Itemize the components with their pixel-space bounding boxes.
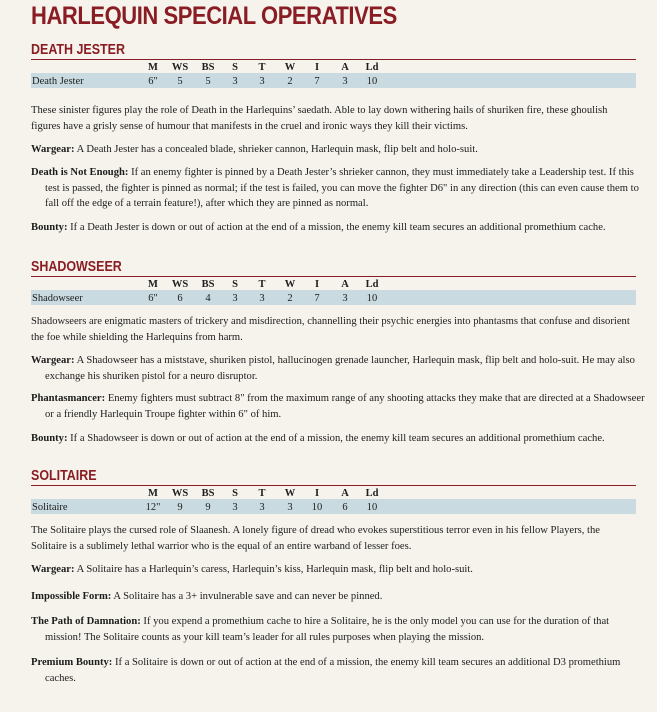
- section-heading: SOLITAIRE: [31, 468, 97, 484]
- rule-paragraph: Bounty: If a Death Jester is down or out of action at the end of a mission, the enemy kill team secures an additional promethium cache.: [31, 222, 606, 233]
- fighter-name: Solitaire: [32, 502, 68, 513]
- stat-header-i: I: [314, 279, 320, 290]
- section-solitaire: [31, 468, 636, 516]
- rule-label: Wargear:: [31, 564, 75, 575]
- stat-value-ws: 6: [177, 293, 183, 304]
- stat-value-w: 2: [287, 76, 293, 87]
- stat-value-a: 3: [342, 293, 348, 304]
- stat-header-m: M: [148, 62, 158, 73]
- stat-value-m: 6": [148, 76, 158, 87]
- rule-label: Wargear:: [31, 355, 75, 366]
- stat-value-t: 3: [259, 293, 265, 304]
- stat-value-i: 7: [314, 76, 320, 87]
- stat-header-m: M: [148, 488, 158, 499]
- stat-value-ld: 10: [366, 76, 378, 87]
- rule-paragraph: Premium Bounty: If a Solitaire is down or out of action at the end of a mission, the enemy kill team secures an additional D3 promethium caches.: [31, 657, 621, 684]
- flavour-text: Shadowseers are enigmatic masters of trickery and misdirection, channelling their psychic energies into phantasms that confuse and disorient the foe while shielding the Harlequins from harm.: [31, 316, 630, 343]
- section-heading: DEATH JESTER: [31, 42, 126, 58]
- stat-header-s: S: [232, 62, 238, 73]
- rule-label: The Path of Damnation:: [31, 616, 141, 627]
- stat-header-a: A: [341, 62, 349, 73]
- stat-value-i: 10: [311, 502, 323, 513]
- section-shadowseer: [31, 259, 636, 307]
- rule-label: Impossible Form:: [31, 591, 112, 602]
- stat-value-t: 3: [259, 502, 265, 513]
- rule-label: Death is Not Enough:: [31, 167, 129, 178]
- stat-row-bar: [31, 290, 636, 305]
- rule-paragraph: Death is Not Enough: If an enemy fighter is pinned by a Death Jester’s shrieker cannon, they must immediately take a Leadership test. If this test is passed, the fighter is pinned as normal; if the test is failed, you can move the fighter D6" in any direction (this can even cause them to fall off the edge of a terrain feature!), after which they are pinned as normal.: [31, 167, 639, 209]
- section-heading: SHADOWSEER: [31, 259, 122, 275]
- stat-header-t: T: [258, 62, 266, 73]
- stat-table: [31, 486, 636, 516]
- stat-value-w: 3: [287, 502, 293, 513]
- stat-value-s: 3: [232, 502, 238, 513]
- stat-value-s: 3: [232, 76, 238, 87]
- stat-value-bs: 9: [205, 502, 211, 513]
- stat-header-ld: Ld: [365, 488, 379, 499]
- page-title: HARLEQUIN SPECIAL OPERATIVES: [31, 2, 397, 30]
- stat-value-m: 12": [145, 502, 161, 513]
- stat-header-ld: Ld: [365, 62, 379, 73]
- stat-header-ws: WS: [171, 488, 189, 499]
- stat-header-ld: Ld: [365, 279, 379, 290]
- rule-label: Bounty:: [31, 433, 68, 444]
- rule-label: Phantasmancer:: [31, 393, 106, 404]
- stat-value-i: 7: [314, 293, 320, 304]
- stat-value-bs: 4: [205, 293, 211, 304]
- stat-value-ws: 9: [177, 502, 183, 513]
- stat-header-ws: WS: [171, 62, 189, 73]
- stat-value-a: 6: [342, 502, 348, 513]
- stat-header-i: I: [314, 488, 320, 499]
- stat-header-a: A: [341, 488, 349, 499]
- rule-paragraph: Wargear: A Shadowseer has a miststave, shuriken pistol, hallucinogen grenade launcher, Harlequin mask, flip belt and holo-suit. He may also exchange his shuriken pistol for a neuro disruptor.: [31, 355, 635, 382]
- stat-row-bar: [31, 73, 636, 88]
- stat-table: [31, 277, 636, 307]
- stat-value-ld: 10: [366, 293, 378, 304]
- stat-value-s: 3: [232, 293, 238, 304]
- stat-header-a: A: [341, 279, 349, 290]
- fighter-name: Death Jester: [32, 76, 84, 87]
- stat-header-ws: WS: [171, 279, 189, 290]
- stat-header-m: M: [148, 279, 158, 290]
- section-death-jester: [31, 42, 636, 90]
- stat-header-s: S: [232, 488, 238, 499]
- rule-label: Premium Bounty:: [31, 657, 113, 668]
- stat-value-ws: 5: [177, 76, 183, 87]
- stat-header-w: W: [284, 279, 296, 290]
- flavour-text: The Solitaire plays the cursed role of Slaanesh. A lonely figure of dread who evokes superstitious terror even in his fellow Players, the Solitaire is a sublimely lethal warrior who is the equal of an entire warband of lesser foes.: [31, 525, 600, 552]
- rule-paragraph: Wargear: A Death Jester has a concealed blade, shrieker cannon, Harlequin mask, flip belt and holo-suit.: [31, 144, 478, 155]
- stat-header-i: I: [314, 62, 320, 73]
- flavour-text: These sinister figures play the role of Death in the Harlequins’ saedath. Able to lay down withering hails of shuriken fire, these ghoulish figures have a grisly sense of humour that manifests in the cruel and ironic ways they kill their victims.: [31, 105, 608, 132]
- stat-value-m: 6": [148, 293, 158, 304]
- stat-header-t: T: [258, 279, 266, 290]
- stat-header-bs: BS: [201, 488, 215, 499]
- rule-paragraph: Bounty: If a Shadowseer is down or out of action at the end of a mission, the enemy kill team secures an additional promethium cache.: [31, 433, 605, 444]
- stat-row-bar: [31, 499, 636, 514]
- rule-paragraph: The Path of Damnation: If you expend a promethium cache to hire a Solitaire, he is the only model you can use for the duration of that mission! The Solitaire counts as your kill team’s leader for all rules purposes when playing the mission.: [31, 616, 610, 643]
- stat-header-bs: BS: [201, 62, 215, 73]
- stat-header-w: W: [284, 62, 296, 73]
- stat-header-w: W: [284, 488, 296, 499]
- rule-paragraph: Wargear: A Solitaire has a Harlequin’s caress, Harlequin’s kiss, Harlequin mask, flip belt and holo-suit.: [31, 564, 473, 575]
- rule-label: Wargear:: [31, 144, 75, 155]
- stat-value-bs: 5: [205, 76, 211, 87]
- stat-header-s: S: [232, 279, 238, 290]
- stat-table: [31, 60, 636, 90]
- rule-paragraph: Impossible Form: A Solitaire has a 3+ invulnerable save and can never be pinned.: [31, 591, 383, 602]
- stat-value-a: 3: [342, 76, 348, 87]
- stat-value-t: 3: [259, 76, 265, 87]
- stat-header-bs: BS: [201, 279, 215, 290]
- rule-paragraph: Phantasmancer: Enemy fighters must subtract 8" from the maximum range of any shooting attacks they make that are directed at a Shadowseer or a friendly Harlequin Troupe fighter within 6" of him.: [31, 393, 645, 420]
- rule-label: Bounty:: [31, 222, 68, 233]
- stat-header-t: T: [258, 488, 266, 499]
- fighter-name: Shadowseer: [32, 293, 83, 304]
- stat-value-ld: 10: [366, 502, 378, 513]
- stat-value-w: 2: [287, 293, 293, 304]
